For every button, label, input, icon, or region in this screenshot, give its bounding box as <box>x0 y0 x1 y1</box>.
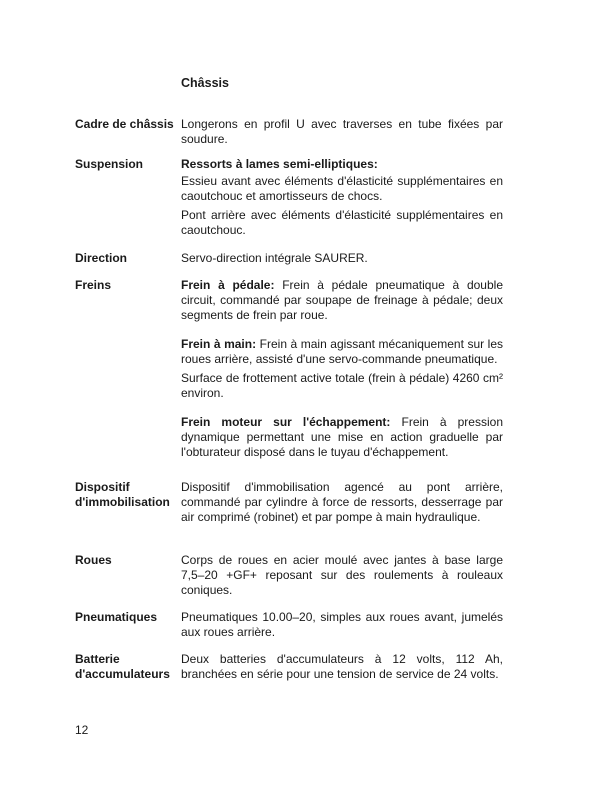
spec-subhead: Ressorts à lames semi-elliptiques: <box>181 157 378 171</box>
spec-paragraph <box>181 278 503 323</box>
spec-paragraph <box>181 337 503 367</box>
spec-label: Roues <box>75 553 112 567</box>
spec-paragraph <box>181 174 503 204</box>
spec-label: Freins <box>75 278 112 292</box>
spec-paragraph <box>181 480 503 525</box>
spec-text: Longerons en profil U avec traverses en tube fixées par soudure. <box>181 117 503 146</box>
spec-paragraph <box>181 415 503 460</box>
spec-paragraph <box>181 157 503 172</box>
spec-content <box>181 251 503 266</box>
page-number: 12 <box>75 723 89 737</box>
spec-content <box>181 157 503 238</box>
spec-content <box>181 117 503 147</box>
spec-content <box>181 652 503 682</box>
spec-content <box>181 480 503 525</box>
spec-subhead: Frein à main: <box>181 337 257 351</box>
section-title: Châssis <box>181 76 229 90</box>
spec-label: Suspension <box>75 157 144 171</box>
spec-label: Batterie d'accumulateurs <box>75 652 170 681</box>
spec-paragraph <box>181 117 503 147</box>
spec-label: Direction <box>75 251 128 265</box>
spec-paragraph <box>181 652 503 682</box>
spec-subhead: Frein à pédale: <box>181 278 275 292</box>
spec-text: Deux batteries d'accumulateurs à 12 volts, 112 Ah, branchées en série pour une tension de service de 24 volts. <box>181 652 503 681</box>
spec-paragraph <box>181 371 503 401</box>
spec-label: Cadre de châssis <box>75 117 174 131</box>
spec-text: Frein à pression dynamique permettant une mise en action graduelle par l'obturateur disposé dans le tuyau d'échappement. <box>181 415 503 459</box>
spec-paragraph <box>181 251 503 266</box>
spec-content <box>181 610 503 640</box>
spec-text: Surface de frottement active totale (frein à pédale) 4260 cm² environ. <box>181 371 503 400</box>
spec-text: Pneumatiques 10.00–20, simples aux roues avant, jumelés aux roues arrière. <box>181 610 503 639</box>
spec-subhead: Frein moteur sur l'échappement: <box>181 415 391 429</box>
spec-label: Pneumatiques <box>75 610 158 624</box>
spec-paragraph <box>181 610 503 640</box>
spec-content <box>181 278 503 460</box>
spec-text: Pont arrière avec éléments d'élasticité supplémentaires en caoutchouc. <box>181 208 503 237</box>
spec-paragraph <box>181 553 503 598</box>
spec-content <box>181 553 503 598</box>
spec-text: Corps de roues en acier moulé avec jantes à base large 7,5–20 +GF+ reposant sur des roulements à rouleaux coniques. <box>181 553 503 597</box>
spec-text: Essieu avant avec éléments d'élasticité supplémentaires en caoutchouc et amortisseurs de chocs. <box>181 174 503 203</box>
spec-text: Dispositif d'immobilisation agencé au pont arrière, commandé par cylindre à force de ressorts, desserrage par air comprimé (robinet) et par pompe à main hydraulique. <box>181 480 503 524</box>
spec-text: Servo-direction intégrale SAURER. <box>181 251 368 265</box>
spec-text: Frein à main agissant mécaniquement sur les roues arrière, assisté d'une servo-commande pneumatique. <box>181 337 504 366</box>
spec-text: Frein à pédale pneumatique à double circuit, commandé par soupape de freinage à pédale; deux segments de frein par roue. <box>181 278 503 322</box>
spec-paragraph <box>181 208 503 238</box>
spec-label: Dispositif d'immobilisation <box>75 480 170 509</box>
